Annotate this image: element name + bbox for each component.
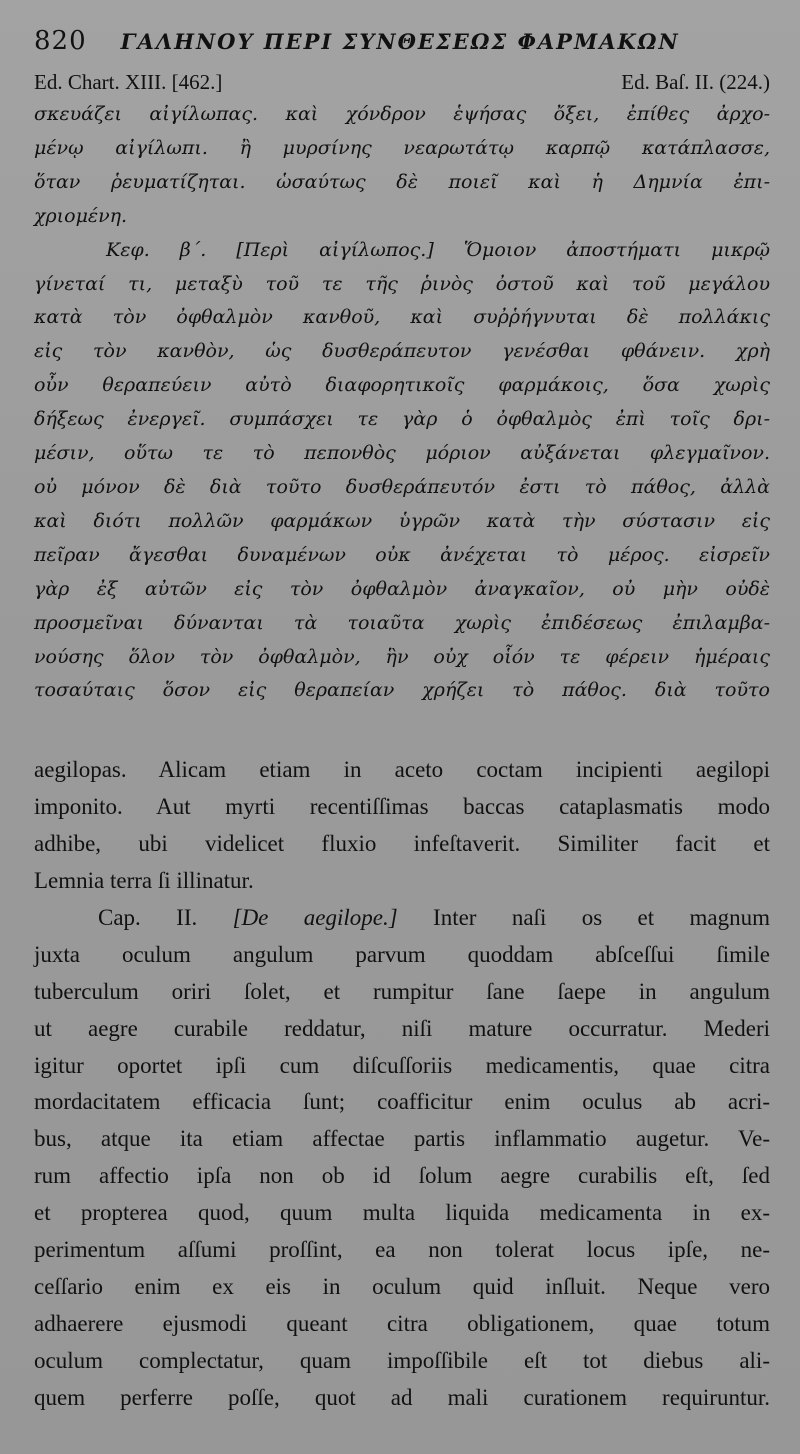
running-title: ΓΑΛΗΝΟΥ ΠΕΡΙ ΣΥΝΘΕΣΕΩΣ ΦΑΡΜΑΚΩΝ — [120, 29, 680, 54]
greek-line: κατὰ τὸν ὀφθαλμὸν κανθοῦ, καὶ συῤῥήγνυται δὲ πολλάκις — [34, 306, 770, 329]
latin-line: et propterea quod, quum multa liquida medicamenta in ex- — [34, 1200, 770, 1226]
latin-line: Lemnia terra ſi illinatur. — [34, 868, 254, 894]
column-divider-space — [34, 708, 770, 752]
latin-line: rum affectio ipſa non ob id ſolum aegre curabilis eſt, ſed — [34, 1163, 770, 1189]
latin-line: juxta oculum angulum parvum quoddam abſceſſui ſimile — [34, 941, 770, 967]
latin-line: aegilopas. Alicam etiam in aceto coctam incipienti aegilopi — [34, 757, 770, 783]
greek-line: σκευάζει αἰγίλωπας. καὶ χόνδρον ἑψήσας ὄξει, ἐπίθες ἀρχο- — [34, 103, 770, 125]
greek-line: χριομένη. — [34, 204, 128, 227]
greek-line: μέσιν, οὕτω τε τὸ πεπονθὸς μόριον αὐξάνεται φλεγμαῖνον. — [34, 442, 770, 465]
greek-line: οὖν θεραπεύειν αὐτὸ διαφορητικοῖς φαρμάκοις, ὅσα χωρὶς — [34, 374, 770, 397]
latin-chapter-heading-line — [34, 900, 770, 937]
greek-line: οὐ μόνον δὲ διὰ τοῦτο δυσθεράπευτόν ἐστι τὸ πάθος, ἀλλὰ — [34, 475, 770, 498]
chapter-opening-text: Inter naſi os et magnum — [433, 904, 770, 930]
latin-line: bus, atque ita etiam affectae partis inflammatio augetur. Ve- — [34, 1126, 770, 1152]
latin-text-block — [34, 752, 770, 1416]
greek-line: πεῖραν ἄγεσθαι δυναμένων οὐκ ἀνέχεται τὸ μέρος. εἰσρεῖν — [34, 543, 770, 566]
running-head — [34, 26, 770, 68]
greek-line: εἰς τὸν κανθὸν, ὡς δυσθεράπευτον γενέσθαι φθάνειν. χρὴ — [34, 340, 770, 363]
edition-chartier: Ed. Chart. XIII. [462.] — [34, 70, 223, 94]
greek-line: γίνεταί τι, μεταξὺ τοῦ τε τῆς ῥινὸς ὀστοῦ καὶ τοῦ μεγάλου — [34, 272, 770, 295]
latin-line: ut aegre curabile reddatur, niſi mature occurratur. Mederi — [34, 1015, 770, 1041]
page-number: 820 — [34, 26, 87, 56]
greek-line: ὅταν ῥευματίζηται. ὡσαύτως δὲ ποιεῖ καὶ ἡ Δημνία ἐπι- — [34, 170, 770, 193]
latin-line: oculum complectatur, quam impoſſibile eſt tot diebus ali- — [34, 1347, 770, 1373]
latin-line: perimentum aſſumi proſſint, ea non tolerat locus ipſe, ne- — [34, 1237, 770, 1263]
latin-line: quem perferre poſſe, quot ad mali curationem requiruntur. — [34, 1384, 770, 1410]
greek-line: καὶ διότι πολλῶν φαρμάκων ὑγρῶν κατὰ τὴν σύστασιν εἰς — [34, 509, 770, 532]
greek-line: μένῳ αἰγίλωπι. ἢ μυρσίνης νεαρωτάτῳ καρπῷ κατάπλασσε, — [34, 136, 770, 159]
greek-line: νούσης ὅλον τὸν ὀφθαλμὸν, ἣν οὐχ οἷόν τε φέρειν ἡμέραις — [34, 645, 770, 668]
greek-line: τοσαύταις ὅσον εἰς θεραπείαν χρήζει τὸ πάθος. διὰ τοῦτο — [34, 679, 770, 702]
edition-basel: Ed. Baſ. II. (224.) — [621, 70, 770, 94]
latin-line: adhaerere ejusmodi queant citra obligationem, quae totum — [34, 1310, 770, 1336]
edition-reference-line — [34, 68, 770, 96]
chapter-number: Cap. II. — [98, 904, 198, 930]
chapter-title: [De aegilope.] — [232, 904, 398, 930]
latin-line: imponito. Aut myrti recentiſſimas baccas cataplasmatis modo — [34, 794, 770, 820]
greek-text-block — [34, 98, 770, 708]
latin-line: adhibe, ubi videlicet fluxio infeſtaverit. Similiter facit et — [34, 831, 770, 857]
latin-line: ceſſario enim ex eis in oculum quid inſluit. Neque vero — [34, 1274, 770, 1299]
latin-line: tuberculum oriri ſolet, et rumpitur ſane ſaepe in angulum — [34, 978, 770, 1004]
greek-line: προσμεῖναι δύνανται τὰ τοιαῦτα χωρὶς ἐπιδέσεως ἐπιλαμβα- — [34, 611, 770, 634]
latin-line: igitur oportet ipſi cum diſcuſſoriis medicamentis, quae citra — [34, 1052, 770, 1078]
latin-line: mordacitatem efficacia ſunt; coafficitur enim oculus ab acri- — [34, 1089, 770, 1115]
greek-line: δήξεως ἐνεργεῖ. συμπάσχει τε γὰρ ὁ ὀφθαλμὸς ἐπὶ τοῖς δρι- — [34, 408, 770, 431]
greek-line: γὰρ ἐξ αὐτῶν εἰς τὸν ὀφθαλμὸν ἀναγκαῖον, οὐ μὴν οὐδὲ — [34, 577, 770, 600]
greek-chapter-heading-line: Κεφ. β΄. [Περὶ αἰγίλωπος.] Ὅμοιον ἀποστήματι μικρῷ — [106, 238, 770, 261]
